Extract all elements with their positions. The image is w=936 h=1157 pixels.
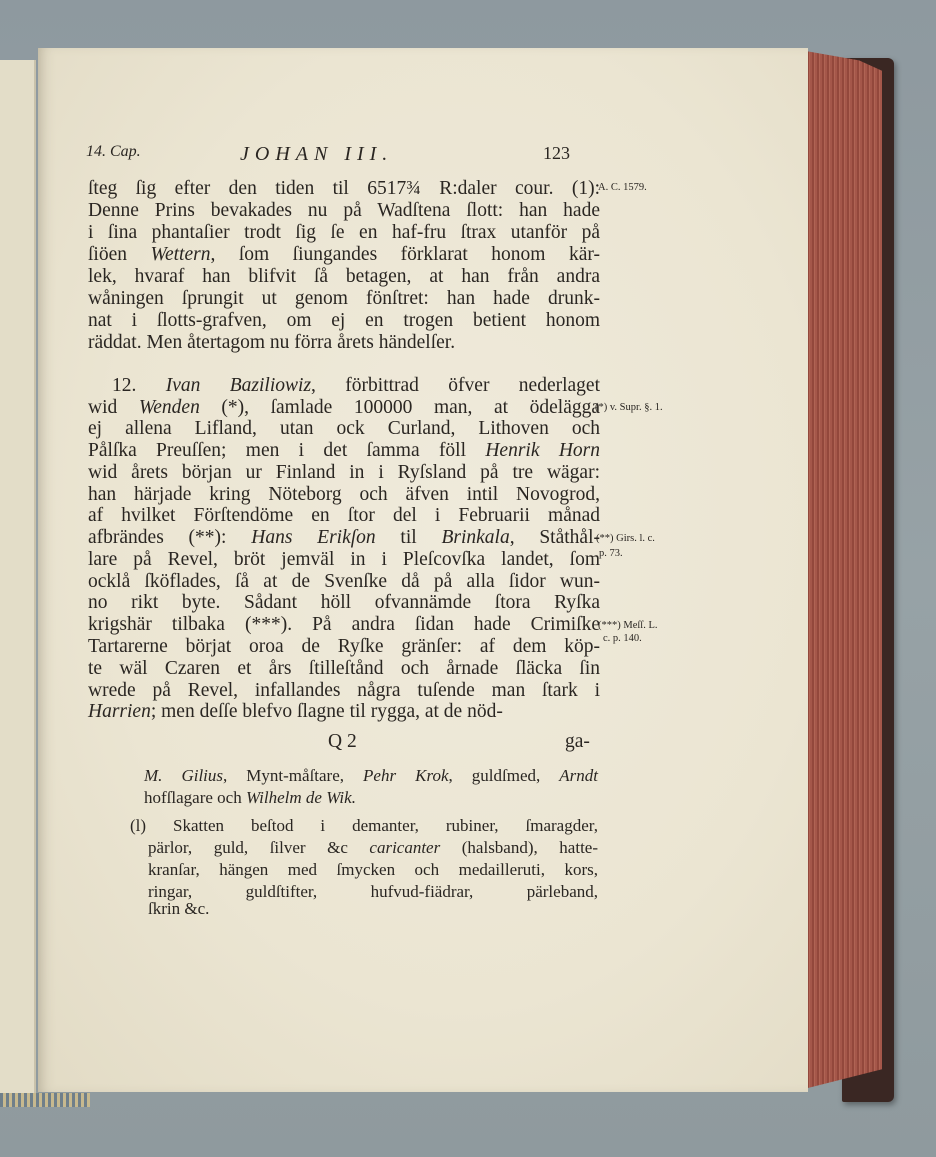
text-line bbox=[88, 178, 600, 200]
text-segment: ringar, guldſtifter, hufvud-fiädrar, pärleband, bbox=[148, 882, 598, 901]
italic-text: Wilhelm de Wik. bbox=[245, 788, 356, 807]
text-segment: , guldſmed, bbox=[448, 766, 560, 785]
text-segment: Tartarerne börjat oroa de Ryſke gränſer: af dem köp- bbox=[88, 636, 600, 657]
text-line bbox=[88, 418, 600, 440]
text-segment: , Ståthål- bbox=[509, 527, 600, 548]
text-segment: lek, hvaraf han blifvit ſå betagen, at han från andra bbox=[88, 266, 600, 287]
left-page-edge bbox=[0, 60, 36, 1100]
text-segment: no rikt byte. Sådant höll ofvannämde ſtora Ryſka bbox=[88, 592, 600, 613]
text-line bbox=[88, 592, 600, 614]
text-line bbox=[88, 244, 600, 266]
text-line bbox=[88, 680, 600, 702]
text-segment: ej allena Lifland, utan ock Curland, Lithoven och bbox=[88, 418, 600, 439]
text-line bbox=[88, 332, 600, 354]
text-segment: te wäl Czaren et års ſtilleſtånd och årnade ſläcka ſin bbox=[88, 658, 600, 679]
text-segment: af hvilket Förſtendöme en ſtor del i Februarii månad bbox=[88, 505, 600, 526]
text-segment: räddat. Men återtagom nu förra årets händelſer. bbox=[88, 332, 456, 353]
text-line bbox=[88, 505, 600, 527]
footnote-line bbox=[144, 787, 598, 809]
italic-text: Wenden bbox=[138, 397, 200, 418]
text-segment: ſkrin &c. bbox=[148, 899, 210, 918]
chapter-label: 14. Cap. bbox=[86, 143, 141, 160]
text-segment: kranſar, hängen med ſmycken och medailleruti, kors, bbox=[148, 860, 598, 879]
text-line bbox=[88, 288, 600, 310]
footnote-line bbox=[148, 859, 598, 881]
text-line bbox=[88, 636, 600, 658]
text-segment: (halsband), hatte- bbox=[440, 838, 598, 857]
text-segment: Pålſka Preuſſen; men i det ſamma föll bbox=[88, 440, 486, 461]
text-line bbox=[88, 484, 600, 506]
text-line bbox=[88, 200, 600, 222]
signature-mark: Q 2 bbox=[328, 731, 357, 752]
text-line bbox=[88, 222, 600, 244]
margin-note: (**) Girs. l. c. bbox=[596, 533, 655, 544]
text-segment: hofſlagare och bbox=[144, 788, 246, 807]
text-line bbox=[88, 397, 600, 419]
text-line bbox=[88, 440, 600, 462]
italic-text: Henrik Horn bbox=[485, 440, 600, 461]
italic-text: caricanter bbox=[369, 838, 441, 857]
text-line bbox=[88, 549, 600, 571]
text-segment: lare på Revel, bröt jemväl in i Pleſcovſka landet, ſom bbox=[88, 549, 600, 570]
footnote-line bbox=[148, 898, 598, 920]
italic-text: Wettern bbox=[150, 244, 211, 265]
text-segment: ſiöen bbox=[88, 244, 151, 265]
text-segment: i ſina phantaſier trodt ſig ſe en haf-fru ſtrax utanför på bbox=[88, 222, 600, 243]
italic-text: Ivan Baziliowiz bbox=[165, 375, 312, 396]
text-line bbox=[88, 266, 600, 288]
text-segment: wrede på Revel, infallandes några tuſende man ſtark i bbox=[88, 680, 600, 701]
italic-text: Brinkala bbox=[441, 527, 510, 548]
text-segment: til bbox=[375, 527, 442, 548]
text-segment: 12. bbox=[112, 375, 166, 396]
text-line bbox=[88, 614, 600, 636]
text-segment: wåningen ſprungit ut genom fönſtret: han hade drunk- bbox=[88, 288, 600, 309]
margin-note: c. p. 140. bbox=[603, 633, 642, 644]
text-segment: (l) Skatten beſtod i demanter, rubiner, ſmaragder, bbox=[130, 816, 598, 835]
text-line bbox=[88, 462, 600, 484]
text-segment: ocklå ſköflades, ſå at de Svenſke då på alla ſidor wun- bbox=[88, 571, 600, 592]
text-line bbox=[88, 310, 600, 332]
text-line bbox=[88, 658, 600, 680]
text-line bbox=[88, 701, 600, 723]
italic-text: Harrien bbox=[88, 701, 151, 722]
text-line bbox=[112, 375, 600, 397]
text-segment: ſteg ſig efter den tiden til 6517¾ R:daler cour. (1): bbox=[88, 178, 600, 199]
text-segment: han härjade kring Nöteborg och äfven intil Novogrod, bbox=[88, 484, 600, 505]
text-segment: wid årets början ur Finland in i Ryſsland på tre wägar: bbox=[88, 462, 600, 483]
margin-note: (*) v. Supr. §. 1. bbox=[595, 402, 663, 413]
text-segment: nat i ſlotts-grafven, om ej en trogen betient honom bbox=[88, 310, 600, 331]
binding-headband bbox=[0, 1093, 90, 1107]
text-line bbox=[88, 527, 600, 549]
footnote-line bbox=[130, 815, 598, 837]
margin-note: A. C. 1579. bbox=[598, 182, 647, 193]
text-line bbox=[88, 571, 600, 593]
text-segment: afbrändes (**): bbox=[88, 527, 252, 548]
text-segment: (*), ſamlade 100000 man, at ödelägga bbox=[199, 397, 601, 418]
catchword: ga- bbox=[565, 731, 590, 752]
text-segment: wid bbox=[88, 397, 139, 418]
italic-text: Pehr Krok bbox=[363, 766, 449, 785]
margin-note: p. 73. bbox=[599, 548, 623, 559]
page-number: 123 bbox=[543, 143, 570, 163]
text-segment: , Mynt-måſtare, bbox=[223, 766, 364, 785]
running-title: JOHAN III. bbox=[240, 143, 394, 165]
italic-text: M. Gilius bbox=[144, 766, 224, 785]
text-segment: ; men deſſe blefvo ſlagne til rygga, at de nöd- bbox=[150, 701, 503, 722]
text-segment: , ſom ſiungandes förklarat honom kär- bbox=[210, 244, 600, 265]
footnote-line bbox=[144, 765, 598, 787]
page-edges bbox=[800, 50, 882, 1090]
italic-text: Hans Erikſon bbox=[251, 527, 376, 548]
text-segment: Denne Prins bevakades nu på Wadſtena ſlott: han hade bbox=[88, 200, 600, 221]
text-segment: pärlor, guld, ſilver &c bbox=[148, 838, 370, 857]
margin-note: (***) Meſſ. L. bbox=[598, 620, 658, 631]
text-segment: krigshär tilbaka (***). På andra ſidan hade Crimiſke bbox=[88, 614, 600, 635]
text-segment: , förbittrad öfver nederlaget bbox=[311, 375, 601, 396]
italic-text: Arndt bbox=[559, 766, 599, 785]
footnote-line bbox=[148, 837, 598, 859]
